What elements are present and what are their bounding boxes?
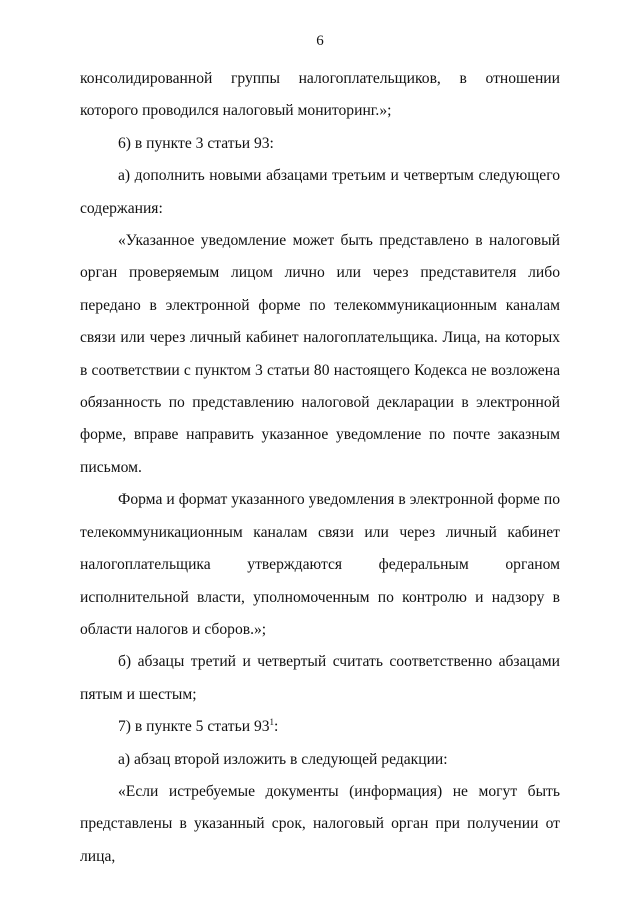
page-number: 6	[316, 33, 324, 49]
item-7-colon: :	[274, 718, 279, 736]
paragraph-subitem-b: б) абзацы третий и четвертый считать соответственно абзацами пятым и шестым;	[80, 653, 560, 703]
paragraph-quote-documents: «Если истребуемые документы (информация) не могут быть представлены в указанный срок, налоговый орган при получении от лица,	[80, 782, 560, 865]
paragraph-subitem-a-2: а) абзац второй изложить в следующей редакции:	[118, 750, 448, 768]
item-7-text: 7) в пункте 5 статьи 93	[118, 718, 270, 736]
paragraph-item-7	[80, 711, 560, 743]
paragraph-subitem-a: а) дополнить новыми абзацами третьим и четвертым следующего содержания:	[80, 167, 560, 217]
paragraph-item-6: 6) в пункте 3 статьи 93:	[118, 134, 274, 152]
document-body	[80, 63, 560, 873]
paragraph-form-format: Форма и формат указанного уведомления в электронной форме по телекоммуникационным каналам связи или через личный кабинет налогоплательщика утверждаются федеральным органом исполнительной власти, уполномоченным по контролю и надзору в области налогов и сборов.»;	[80, 491, 560, 638]
paragraph-quote-notice: «Указанное уведомление может быть представлено в налоговый орган проверяемым лицом лично или через представителя либо передано в электронной форме по телекоммуникационным каналам связи или через личный кабинет налогоплательщика. Лица, на которых в соответствии с пунктом 3 статьи 80 настоящего Кодекса не возложена обязанность по представлению налоговой декларации в электронной форме, вправе направить указанное уведомление по почте заказным письмом.	[80, 232, 560, 476]
item-7-superscript: 1	[269, 717, 275, 728]
paragraph-continuation: консолидированной группы налогоплательщиков, в отношении которого проводился налоговый мониторинг.»;	[80, 70, 560, 120]
